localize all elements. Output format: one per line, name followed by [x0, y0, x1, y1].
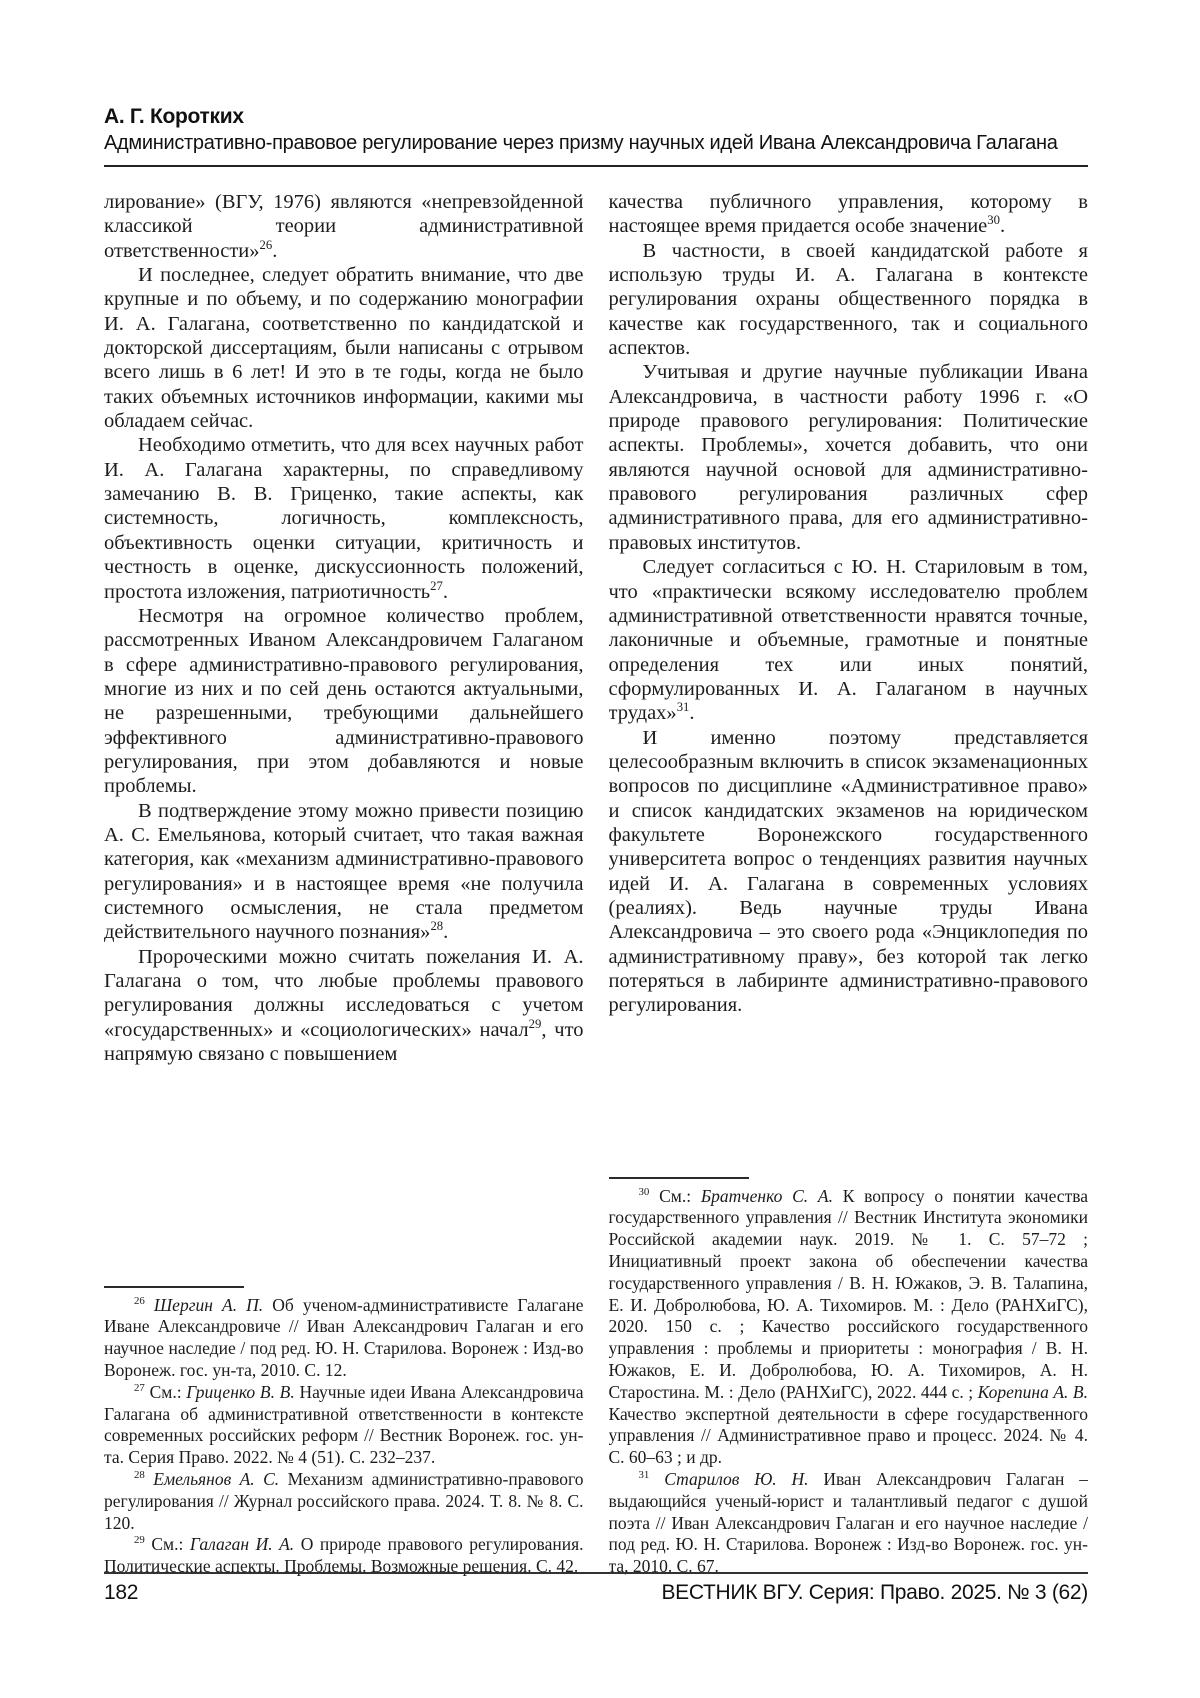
body-paragraph [609, 239, 1089, 361]
text-run: лирование» (ВГУ, 1976) являются «непревзойденной классикой теории административной ответственности» [104, 191, 584, 262]
footnote-separator [609, 1177, 749, 1179]
text-run: Иван Александрович Галаган – выдающийся ученый-юрист и талантливый педагог с душой поэта // Иван Александрович Галаган и его научное наследие / под ред. Ю. Н. Старилова. Воронеж : Изд-во Воронеж. гос. ун-та, 2010. С. 67. [608, 1469, 1088, 1577]
footnote-marker: 30 [987, 213, 1000, 228]
body-paragraph [104, 945, 584, 1067]
footnote-marker: 26 [134, 1294, 145, 1307]
body-paragraph [609, 190, 1089, 239]
text-run: . [442, 580, 448, 603]
footnote-marker: 28 [134, 1469, 145, 1482]
italic-text: Корепина А. В. [977, 1381, 1088, 1402]
left-column-text [104, 190, 584, 1066]
text-run: . [999, 215, 1006, 238]
body-paragraph [104, 799, 584, 945]
text-run: . [443, 921, 449, 944]
footnote [104, 1295, 584, 1382]
body-paragraph [104, 263, 584, 433]
article-title: Административно-правовое регулирование через призму научных идей Ивана Александровича Галагана [104, 132, 1058, 154]
footnote-marker: 26 [259, 237, 273, 252]
text-run: Пророческими можно считать пожелания И. А. Галагана о том, что любые проблемы правового регулирования должны исследоваться с учетом «государственных» и «социологических» начал [104, 945, 584, 1041]
left-footnotes [104, 1286, 584, 1578]
right-footnotes [609, 1177, 1089, 1578]
body-paragraph [609, 555, 1089, 725]
text-run: О природе правового регулирования. Политические аспекты. Проблемы. Возможные решения. С. 42. [104, 1534, 584, 1577]
text-run: Механизм административно-правового регулирования // Журнал российского права. 2024. Т. 8. № 8. С. 120. [104, 1469, 584, 1533]
right-footnotes-list [609, 1186, 1089, 1578]
italic-text: Гриценко В. В. [186, 1381, 295, 1402]
body-paragraph [609, 726, 1089, 1018]
footnote [104, 1382, 584, 1469]
left-column [104, 190, 584, 1578]
text-run: . [689, 702, 695, 725]
right-column-text [609, 190, 1089, 1018]
article-author: А. Г. Коротких [104, 105, 244, 128]
footnote [609, 1469, 1089, 1578]
body-paragraph [104, 190, 584, 263]
body-paragraph [104, 604, 584, 799]
text-run [145, 1469, 153, 1489]
text-run: К вопросу о понятии качества государственного управления // Вестник Института экономики Российской академии наук. 2019. № 1. С. 57–72 ; Инициативный проект закона об обеспечении качества государственного управления / В. Н. Южаков, Э. В. Талапина, Е. И. Добролюбова, Ю. А. Тихомиров. М. : Дело (РАНХиГС), 2020. 150 с. ; Качество российского государственного управления : проблемы и приоритеты : монография / В. Н. Южаков, Е. И. Добролюбова, Ю. А. Тихомиров, А. Н. Старостина. М. : Дело (РАНХиГС), 2022. 444 с. ; [608, 1185, 1088, 1402]
italic-text: Старилов Ю. Н. [664, 1469, 809, 1490]
italic-text: Шергин А. П. [153, 1294, 264, 1315]
page-number: 182 [104, 1581, 139, 1604]
body-paragraph [104, 433, 584, 603]
running-header [104, 104, 1088, 167]
text-run: Научные идеи Ивана Александровича Галагана об административной ответственности в контексте современных российских реформ // Вестник Воронеж. гос. ун-та. Серия Право. 2022. № 4 (51). С. 232–237. [104, 1381, 584, 1468]
italic-text: Галаган И. А. [189, 1534, 295, 1555]
text-run: Качество экспертной деятельности в сфере государственного управления // Административное право и процесс. 2024. № 4. С. 60–63 ; и др. [608, 1403, 1088, 1468]
footnote-marker: 27 [430, 578, 443, 593]
text-run: См.: [144, 1534, 190, 1555]
text-run: Необходимо отметить, что для всех научных работ И. А. Галагана характерны, по справедливому замечанию В. В. Гриценко, такие аспекты, как системность, логичность, комплексность, объективность оценки ситуации, критичность и честность в оценке, дискуссионность положений, простота изложения, патриотичность [104, 434, 584, 603]
footnote-separator [104, 1286, 244, 1288]
page-footer [104, 1572, 1088, 1605]
text-run [145, 1295, 154, 1315]
text-run [649, 1469, 664, 1489]
page-content [104, 104, 1088, 1578]
footnote-marker: 27 [134, 1382, 145, 1394]
italic-text: Емельянов А. С. [153, 1469, 280, 1490]
text-run: В частности, в своей кандидатской работе я использую труды И. А. Галагана в контексте регулирования охраны общественного порядка в качестве как государственного, так и социального аспектов. [608, 239, 1088, 360]
italic-text: Братченко С. А. [700, 1185, 833, 1206]
footnote [104, 1469, 584, 1534]
text-run: Об ученом-административисте Галагане Иване Александровиче // Иван Александрович Галаган и его научное наследие / под ред. Ю. Н. Старилова. Воронеж : Изд-во Воронеж. гос. ун-та, 2010. С. 12. [104, 1294, 584, 1381]
text-run: И именно поэтому представляется целесообразным включить в список экзаменационных вопросов по дисциплине «Административное право» и список кандидатских экзаменов на юридическом факультете Воронежского государственного университета вопрос о тенденциях развития научных идей И. А. Галагана в современных условиях (реалиях). Ведь научные труды Ивана Александровича – это своего рода «Энциклопедия по административному праву», без которой так легко потеряться в лабиринте административно-правового регулирования. [608, 726, 1088, 1017]
text-run: См.: [144, 1381, 187, 1402]
footnote-marker: 31 [676, 700, 690, 715]
footnote [609, 1186, 1089, 1469]
right-column [609, 190, 1089, 1578]
text-run: . [272, 239, 278, 262]
text-run: качества публичного управления, которому в настоящее время придается особе значение [608, 191, 1088, 238]
footnote-marker: 30 [638, 1185, 650, 1198]
footnote-marker: 29 [528, 1016, 542, 1031]
two-column-body [104, 190, 1088, 1578]
text-run: , что напрямую связано с повышением [104, 1018, 584, 1066]
text-run: См.: [649, 1185, 701, 1206]
left-footnotes-list [104, 1295, 584, 1578]
footnote-marker: 29 [134, 1534, 145, 1547]
text-run: В подтверждение этому можно привести позицию А. С. Емельянова, который считает, что такая важная категория, как «механизм административно-правового регулирования» и в настоящее время «не получила системного осмысления, не стала предметом действительного научного познания» [104, 799, 584, 944]
body-paragraph [609, 360, 1089, 555]
text-run: Учитывая и другие научные публикации Ивана Александровича, в частности работу 1996 г. «О природе правового регулирования: Политические аспекты. Проблемы», хочется добавить, что они являются научной основой для административно-правового регулирования различных сфер административного права, для его административно-правовых институтов. [608, 361, 1088, 554]
journal-footer: ВЕСТНИК ВГУ. Серия: Право. 2025. № 3 (62) [661, 1581, 1088, 1604]
text-run: Следует согласиться с Ю. Н. Стариловым в том, что «практически всякому исследователю проблем административной ответственности нравятся точные, лаконичные и объемные, грамотные и понятные определения тех или иных понятий, сформулированных И. А. Галаганом в научных трудах» [608, 556, 1088, 725]
footnote-marker: 31 [638, 1469, 650, 1482]
footnote-marker: 28 [430, 919, 444, 934]
text-run: И последнее, следует обратить внимание, что две крупные и по объему, и по содержанию монографии И. А. Галагана, соответственно по кандидатской и докторской диссертациям, были написаны с отрывом всего лишь в 6 лет! И это в те годы, когда не было таких объемных источников информации, какими мы обладаем сейчас. [104, 264, 584, 433]
text-run: Несмотря на огромное количество проблем, рассмотренных Иваном Александровичем Галаганом в сфере административно-правового регулирования, многие из них и по сей день остаются актуальными, не разрешенными, требующими дальнейшего эффективного административно-правового регулирования, при этом добавляются и новые проблемы. [104, 604, 584, 798]
